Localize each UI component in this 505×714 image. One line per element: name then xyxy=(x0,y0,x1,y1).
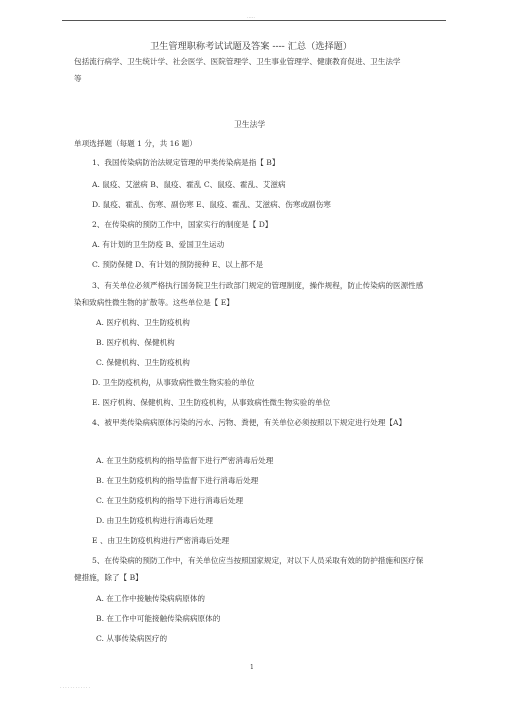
question-4-option-d: D. 由卫生防疫机构进行消毒后处理 xyxy=(96,516,213,525)
question-4-stem: 4、被甲类传染病病原体污染的污水、污物、粪便，有关单位必须按照以下规定进行处理【A】 xyxy=(92,418,407,427)
document-title: 卫生管理职称考试试题及答案 ---- 汇总（选择题） xyxy=(150,41,353,52)
question-2-stem: 2、在传染病的预防工作中，国家实行的制度是【 D】 xyxy=(92,220,273,229)
question-3-option-b: B. 医疗机构、保健机构 xyxy=(96,338,175,347)
header-mark: ..... xyxy=(247,14,255,20)
instruction-text: 单项选择题（每题 1 分，共 16 题） xyxy=(74,139,197,148)
question-3-stem: 3、有关单位必须严格执行国务院卫生行政部门规定的管理制度，操作规程，防止传染病的医源性感染和致病性微生物的扩散等。这些单位是【 E】 xyxy=(74,281,424,307)
page-number: 1 xyxy=(250,664,254,671)
question-3-option-c: C. 保健机构、卫生防疫机构 xyxy=(96,358,190,367)
question-5-option-c: C. 从事传染病医疗的 xyxy=(96,634,168,643)
question-5-option-b: B. 在工作中可能接触传染病病原体的 xyxy=(96,614,221,623)
section-heading: 卫生法学 xyxy=(234,120,266,129)
header-rule xyxy=(62,20,446,21)
question-3-option-d: D. 卫生防疫机构，从事致病性微生物实验的单位 xyxy=(92,378,255,387)
question-1-stem: 1、我国传染病防治法规定管理的甲类传染病是指【 B】 xyxy=(92,158,280,167)
question-5-option-a: A. 在工作中接触传染病病原体的 xyxy=(96,594,206,603)
question-4-option-c: C. 在卫生防疫机构的指导下进行消毒后处理 xyxy=(96,496,244,505)
question-1-option-line-2: D. 鼠疫、霍乱、伤寒、副伤寒 E、鼠疫、霍乱、艾滋病、伤寒或副伤寒 xyxy=(92,200,331,209)
question-4-option-a: A. 在卫生防疫机构的指导监督下进行严密消毒后处理 xyxy=(96,456,274,465)
question-3-option-a: A. 医疗机构、卫生防疫机构 xyxy=(96,318,190,327)
question-5-stem: 5、在传染病的预防工作中，有关单位应当按照国家规定，对以下人员采取有效的防护措施和医疗保健措施，除了【 B】 xyxy=(74,556,424,582)
footer-mark: ............ xyxy=(60,684,92,690)
question-4-option-b: B. 在卫生防疫机构的指导监督下进行消毒后处理 xyxy=(96,476,259,485)
question-3-option-e: E. 医疗机构、保健机构、卫生防疫机构，从事致病性微生物实验的单位 xyxy=(92,398,331,407)
intro-text: 包括流行病学、卫生统计学、社会医学、医院管理学、卫生事业管理学、健康教育促进、卫生法学等 xyxy=(74,57,401,83)
question-1-option-line-1: A. 鼠疫、艾滋病 B、鼠疫、霍乱 C、鼠疫、霍乱、艾滋病 xyxy=(92,180,286,189)
question-2-option-line-1: A. 有计划的卫生防疫 B、爱国卫生运动 xyxy=(92,240,225,249)
question-4-option-e: E 、由卫生防疫机构进行严密消毒后处理 xyxy=(92,536,230,545)
question-2-option-line-2: C. 预防保健 D、有计划的预防接种 E、以上都不是 xyxy=(92,260,264,269)
